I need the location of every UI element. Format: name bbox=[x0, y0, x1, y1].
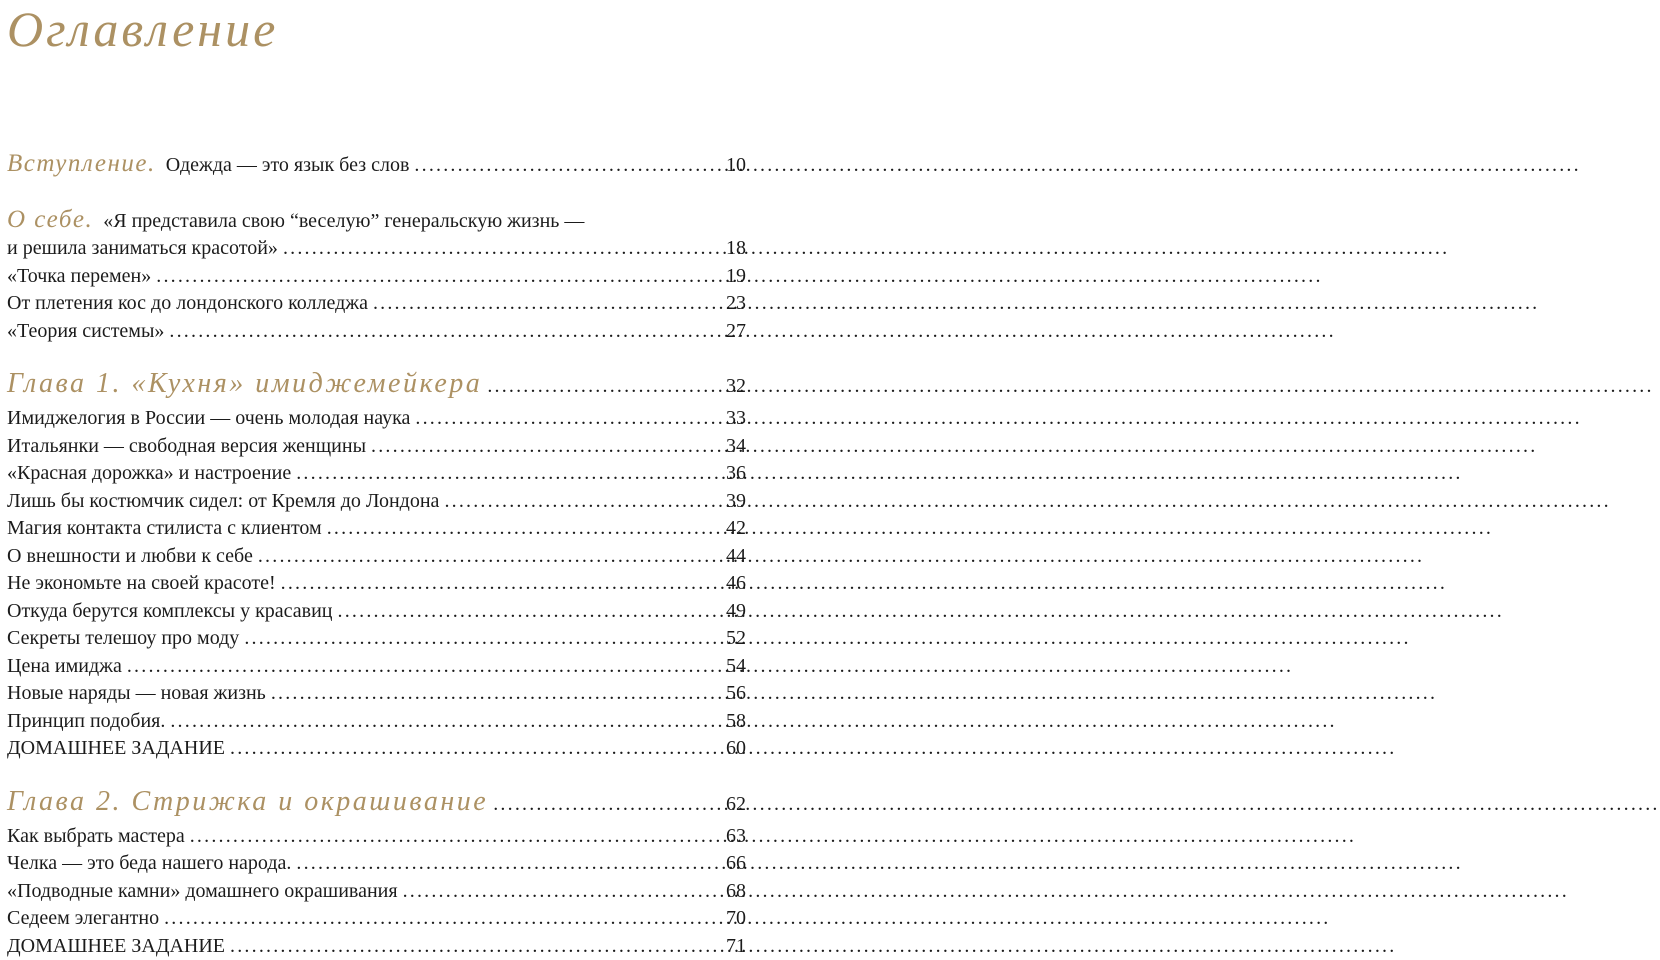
toc-row-page: 19 bbox=[726, 263, 746, 291]
dot-leader bbox=[164, 318, 723, 346]
toc-row-page: 32 bbox=[726, 368, 746, 405]
dot-leader bbox=[291, 460, 723, 488]
toc-entry bbox=[7, 235, 746, 263]
toc-row-label: «Точка перемен» bbox=[7, 263, 151, 291]
toc-row-label: Имиджелогия в России — очень молодая наука bbox=[7, 405, 410, 433]
toc-row-page: 34 bbox=[726, 433, 746, 461]
toc-row-page: 60 bbox=[726, 735, 746, 763]
toc-row-page: 66 bbox=[726, 850, 746, 878]
toc-row-lead: О себе. bbox=[7, 207, 93, 232]
toc-row-page: 62 bbox=[726, 786, 746, 823]
dot-leader bbox=[322, 515, 723, 543]
toc-row-label: «Я представила свою “веселую” генеральскую жизнь — bbox=[103, 208, 584, 236]
toc-row-page: 33 bbox=[726, 405, 746, 433]
toc-chapter-heading bbox=[7, 368, 746, 405]
toc-row-page: 18 bbox=[726, 235, 746, 263]
toc-row-label: «Теория системы» bbox=[7, 318, 164, 346]
toc-row-label: Одежда — это язык без слов bbox=[166, 152, 410, 180]
toc-row-label: ДОМАШНЕЕ ЗАДАНИЕ bbox=[7, 933, 225, 960]
toc-row-lead: Вступление. bbox=[7, 151, 156, 176]
toc-entry bbox=[7, 515, 746, 543]
toc-row-label: От плетения кос до лондонского колледжа bbox=[7, 290, 368, 318]
toc-entry bbox=[7, 850, 746, 878]
toc-row-page: 63 bbox=[726, 823, 746, 851]
dot-leader bbox=[122, 653, 723, 681]
dot-leader bbox=[368, 290, 723, 318]
toc-entry bbox=[7, 598, 746, 626]
toc-entry bbox=[7, 570, 746, 598]
toc-entry bbox=[7, 460, 746, 488]
toc-row-label: Цена имиджа bbox=[7, 653, 122, 681]
toc-entry bbox=[7, 625, 746, 653]
toc-row-label: О внешности и любви к себе bbox=[7, 543, 253, 571]
toc bbox=[7, 151, 746, 960]
toc-row-label: Челка — это беда нашего народа. bbox=[7, 850, 291, 878]
toc-row-label: Седеем элегантно bbox=[7, 905, 159, 933]
toc-entry bbox=[7, 653, 746, 681]
toc-entry bbox=[7, 151, 746, 180]
toc-row-label: Принцип подобия. bbox=[7, 708, 165, 736]
toc-row-label: Итальянки — свободная версия женщины bbox=[7, 433, 366, 461]
toc-row-label: Откуда берутся комплексы у красавиц bbox=[7, 598, 333, 626]
toc-entry bbox=[7, 878, 746, 906]
dot-leader bbox=[253, 543, 723, 571]
toc-entry bbox=[7, 488, 746, 516]
toc-chapter-heading bbox=[7, 786, 746, 823]
dot-leader bbox=[151, 263, 723, 291]
toc-row-page: 54 bbox=[726, 653, 746, 681]
toc-entry bbox=[7, 405, 746, 433]
toc-row-page: 39 bbox=[726, 488, 746, 516]
toc-entry bbox=[7, 708, 746, 736]
toc-entry bbox=[7, 735, 746, 763]
dot-leader bbox=[410, 405, 723, 433]
toc-row-label: Лишь бы костюмчик сидел: от Кремля до Лондона bbox=[7, 488, 439, 516]
dot-leader bbox=[276, 570, 723, 598]
toc-row-label: Секреты телешоу про моду bbox=[7, 625, 239, 653]
toc-row-page: 42 bbox=[726, 515, 746, 543]
book-toc-page bbox=[0, 0, 760, 944]
toc-row-page: 49 bbox=[726, 598, 746, 626]
toc-entry bbox=[7, 823, 746, 851]
toc-entry bbox=[7, 433, 746, 461]
toc-row-label: Глава 2. Стрижка и окрашивание bbox=[7, 788, 488, 816]
dot-leader bbox=[165, 708, 723, 736]
toc-row-page: 36 bbox=[726, 460, 746, 488]
toc-entry bbox=[7, 680, 746, 708]
toc-row-label: Магия контакта стилиста с клиентом bbox=[7, 515, 322, 543]
toc-row-page: 44 bbox=[726, 543, 746, 571]
toc-row-page: 23 bbox=[726, 290, 746, 318]
toc-row-page: 27 bbox=[726, 318, 746, 346]
toc-row-label: Не экономьте на своей красоте! bbox=[7, 570, 276, 598]
toc-entry bbox=[7, 905, 746, 933]
dot-leader bbox=[291, 850, 723, 878]
toc-row-page: 10 bbox=[726, 152, 746, 180]
dot-leader bbox=[398, 878, 723, 906]
dot-leader bbox=[225, 735, 723, 763]
dot-leader bbox=[239, 625, 723, 653]
toc-row-page: 56 bbox=[726, 680, 746, 708]
toc-row-page: 46 bbox=[726, 570, 746, 598]
dot-leader bbox=[409, 152, 723, 180]
toc-row-label: «Подводные камни» домашнего окрашивания bbox=[7, 878, 398, 906]
dot-leader bbox=[482, 368, 723, 405]
toc-row-page: 58 bbox=[726, 708, 746, 736]
dot-leader bbox=[439, 488, 723, 516]
toc-row-label: «Красная дорожка» и настроение bbox=[7, 460, 291, 488]
toc-text-line bbox=[7, 207, 746, 236]
page-title: Оглавление bbox=[7, 2, 746, 56]
dot-leader bbox=[225, 933, 723, 960]
toc-row-page: 52 bbox=[726, 625, 746, 653]
toc-row-label: и решила заниматься красотой» bbox=[7, 235, 278, 263]
dot-leader bbox=[266, 680, 723, 708]
toc-row-label: Как выбрать мастера bbox=[7, 823, 185, 851]
toc-entry bbox=[7, 290, 746, 318]
toc-entry bbox=[7, 263, 746, 291]
toc-row-page: 71 bbox=[726, 933, 746, 960]
toc-entry bbox=[7, 933, 746, 960]
dot-leader bbox=[278, 235, 723, 263]
dot-leader bbox=[488, 786, 723, 823]
toc-row-page: 68 bbox=[726, 878, 746, 906]
toc-row-label: Новые наряды — новая жизнь bbox=[7, 680, 266, 708]
dot-leader bbox=[185, 823, 723, 851]
toc-entry bbox=[7, 318, 746, 346]
toc-row-label: ДОМАШНЕЕ ЗАДАНИЕ bbox=[7, 735, 225, 763]
dot-leader bbox=[159, 905, 723, 933]
toc-entry bbox=[7, 543, 746, 571]
dot-leader bbox=[333, 598, 723, 626]
toc-row-page: 70 bbox=[726, 905, 746, 933]
toc-row-label: Глава 1. «Кухня» имиджемейкера bbox=[7, 370, 482, 398]
dot-leader bbox=[366, 433, 723, 461]
